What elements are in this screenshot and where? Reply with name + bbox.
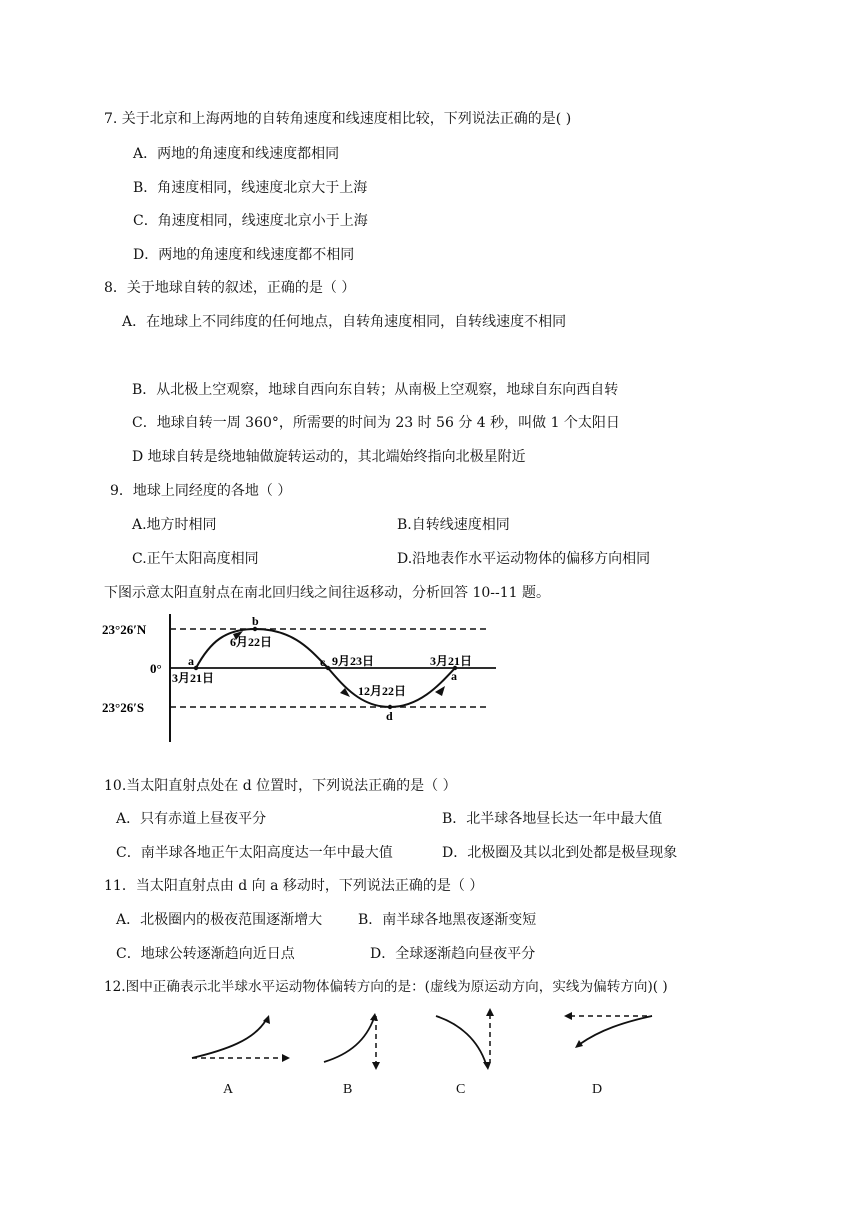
- diagram-intro: 下图示意太阳直射点在南北回归线之间往返移动，分析回答 10--11 题。: [104, 585, 550, 601]
- date-label-d: 12月22日: [358, 684, 407, 698]
- date-label-a: 3月21日: [172, 671, 215, 685]
- point-d-letter: d: [386, 709, 393, 723]
- q9-option-c: C.正午太阳高度相同: [132, 551, 259, 567]
- figure-c: [428, 1006, 508, 1072]
- q11-stem: 11．当太阳直射点由 d 向 a 移动时，下列说法正确的是（ ）: [104, 878, 484, 894]
- figure-b: [318, 1010, 388, 1072]
- q9-option-d: D.沿地表作水平运动物体的偏移方向相同: [397, 551, 651, 567]
- label-lat-south: 23°26′S: [102, 700, 145, 715]
- q10-option-b: B．北半球各地昼长达一年中最大值: [442, 811, 663, 827]
- q10-option-c: C．南半球各地正午太阳高度达一年中最大值: [116, 845, 393, 861]
- q8-option-c: C．地球自转一周 360°，所需要的时间为 23 时 56 分 4 秒，叫做 1 个太阳日: [132, 415, 620, 431]
- point-a-letter: a: [188, 654, 194, 668]
- figure-label-a: A: [223, 1082, 234, 1097]
- q12-stem: 12.图中正确表示北半球水平运动物体偏转方向的是：(虚线为原运动方向，实线为偏转方向)( ): [104, 979, 668, 995]
- point-c-letter: c: [320, 655, 326, 669]
- point-a2-letter: a: [451, 669, 457, 683]
- q7-stem: 7. 关于北京和上海两地的自转角速度和线速度相比较，下列说法正确的是( ): [104, 111, 572, 127]
- figure-label-d: D: [592, 1082, 603, 1097]
- q8-option-b: B．从北极上空观察，地球自西向东自转；从南极上空观察，地球自东向西自转: [132, 382, 619, 398]
- figure-d: [560, 1006, 660, 1056]
- label-lat-north: 23°26′N: [102, 622, 147, 637]
- date-label-b: 6月22日: [230, 635, 273, 649]
- q11-option-d: D．全球逐渐趋向昼夜平分: [370, 946, 536, 962]
- q8-stem: 8．关于地球自转的叙述，正确的是（ ）: [104, 280, 356, 296]
- q10-option-d: D．北极圈及其以北到处都是极昼现象: [442, 845, 678, 861]
- q10-option-a: A．只有赤道上昼夜平分: [116, 811, 267, 827]
- q9-option-a: A.地方时相同: [132, 517, 217, 533]
- q10-stem: 10.当太阳直射点处在 d 位置时，下列说法正确的是（ ）: [104, 778, 457, 794]
- figure-label-c: C: [456, 1082, 466, 1097]
- date-label-a2: 3月21日: [430, 654, 473, 668]
- q11-option-a: A．北极圈内的极夜范围逐渐增大: [116, 912, 323, 928]
- date-label-c: 9月23日: [332, 654, 375, 668]
- q11-option-c: C．地球公转逐渐趋向近日点: [116, 946, 295, 962]
- label-lat-equator: 0°: [150, 661, 162, 676]
- point-a-dot: [194, 666, 198, 670]
- point-b-letter: b: [252, 614, 259, 628]
- point-c-dot: [326, 666, 330, 670]
- q11-option-b: B．南半球各地黑夜逐渐变短: [358, 912, 537, 928]
- q9-option-b: B.自转线速度相同: [397, 517, 510, 533]
- figure-label-b: B: [343, 1082, 353, 1097]
- q8-option-d: D 地球自转是绕地轴做旋转运动的，其北端始终指向北极星附近: [132, 449, 526, 465]
- subsolar-point-diagram: [100, 612, 520, 747]
- q9-stem: 9．地球上同经度的各地（ ）: [110, 483, 292, 499]
- q7-option-c: C．角速度相同，线速度北京小于上海: [133, 213, 368, 229]
- q7-option-b: B．角速度相同，线速度北京大于上海: [133, 180, 368, 196]
- q7-option-d: D．两地的角速度和线速度都不相同: [133, 247, 355, 263]
- q7-option-a: A．两地的角速度和线速度都相同: [133, 146, 340, 162]
- q8-option-a: A．在地球上不同纬度的任何地点，自转角速度相同，自转线速度不相同: [122, 314, 567, 330]
- figure-a: [186, 1012, 296, 1067]
